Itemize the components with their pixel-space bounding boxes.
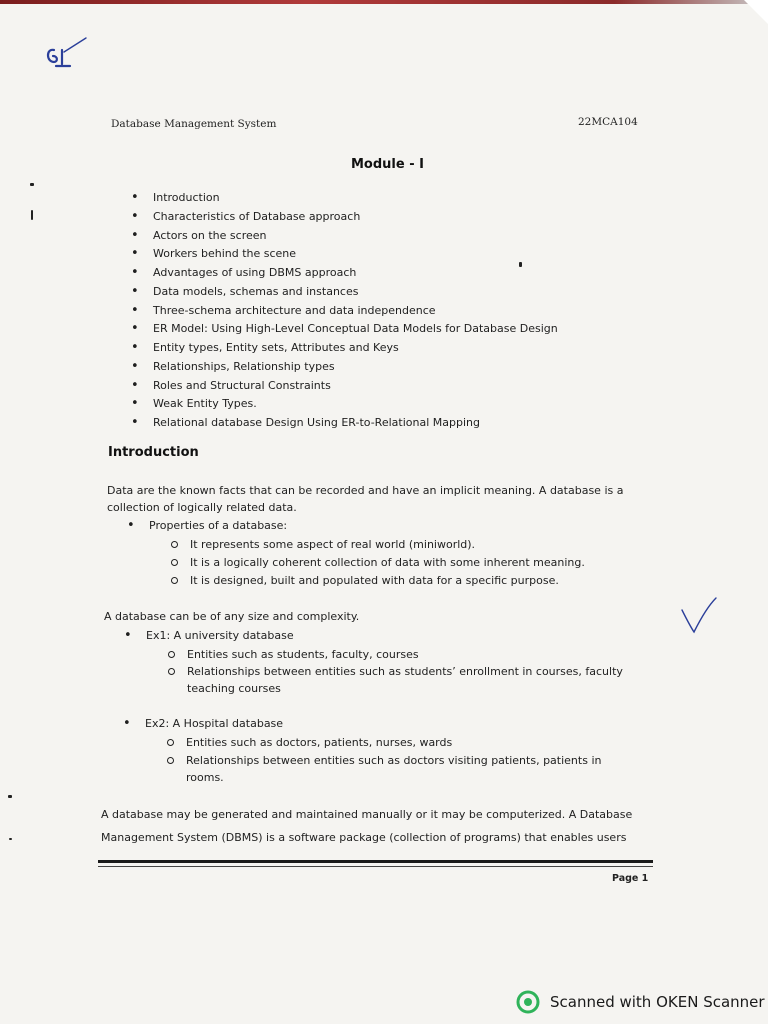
topic-list xyxy=(115,189,635,433)
intro-para-line: collection of logically related data. xyxy=(107,501,297,514)
bullet-icon: • xyxy=(123,716,131,731)
scan-speck xyxy=(31,210,33,220)
example-item xyxy=(187,663,623,680)
example-text: Entities such as doctors, patients, nurses, wards xyxy=(186,736,453,749)
circle-bullet-icon xyxy=(168,668,175,675)
topic-item: • Workers behind the scene xyxy=(115,245,635,264)
topic-item: • Relationships, Relationship types xyxy=(115,358,635,377)
topic-item: • Three-schema architecture and data independence xyxy=(115,302,635,321)
page-number: Page 1 xyxy=(612,873,649,884)
module-title: Module - I xyxy=(351,157,424,172)
circle-bullet-icon xyxy=(171,541,178,548)
example-text-continued: teaching courses xyxy=(187,682,281,695)
topic-item: • Roles and Structural Constraints xyxy=(115,377,635,396)
handwritten-mark-icon xyxy=(42,36,92,76)
example-item xyxy=(186,734,452,751)
page-corner xyxy=(744,0,768,24)
example-bullet xyxy=(123,715,284,732)
scan-speck xyxy=(9,838,12,840)
property-text: It represents some aspect of real world (miniworld). xyxy=(190,538,476,551)
property-item xyxy=(190,572,559,589)
property-item xyxy=(190,554,585,571)
topic-item: • Entity types, Entity sets, Attributes and Keys xyxy=(115,339,635,358)
section-heading-introduction: Introduction xyxy=(108,445,199,460)
bullet-icon: • xyxy=(127,518,135,533)
example-label: Ex2: A Hospital database xyxy=(145,717,284,730)
footer-rule xyxy=(98,860,653,863)
intro-para-line: Data are the known facts that can be recorded and have an implicit meaning. A database is a xyxy=(107,484,624,497)
topic-item: • Relational database Design Using ER-to-Relational Mapping xyxy=(115,414,635,433)
circle-bullet-icon xyxy=(167,739,174,746)
topic-item: • Actors on the screen xyxy=(115,227,635,246)
topic-item: • Data models, schemas and instances xyxy=(115,283,635,302)
property-item xyxy=(190,536,475,553)
bullet-icon: • xyxy=(124,628,132,643)
dbms-para-line: A database may be generated and maintained manually or it may be computerized. A Database xyxy=(101,808,633,821)
checkmark-icon xyxy=(678,596,718,636)
circle-bullet-icon xyxy=(167,757,174,764)
properties-label: Properties of a database: xyxy=(149,519,288,532)
example-item xyxy=(187,646,419,663)
example-text-continued: rooms. xyxy=(186,771,224,784)
topic-item: • Characteristics of Database approach xyxy=(115,208,635,227)
property-text: It is designed, built and populated with data for a specific purpose. xyxy=(190,574,559,587)
example-item xyxy=(186,752,601,769)
example-bullet xyxy=(124,627,294,644)
example-text: Relationships between entities such as students’ enrollment in courses, faculty xyxy=(187,665,623,678)
properties-bullet xyxy=(127,517,288,534)
property-text: It is a logically coherent collection of data with some inherent meaning. xyxy=(190,556,585,569)
topic-item: • Introduction xyxy=(115,189,635,208)
topic-item: • Advantages of using DBMS approach xyxy=(115,264,635,283)
circle-bullet-icon xyxy=(168,651,175,658)
scanner-text: Scanned with OKEN Scanner xyxy=(550,993,765,1011)
scanner-watermark xyxy=(516,990,765,1014)
scan-speck xyxy=(30,183,34,186)
topic-item: • Weak Entity Types. xyxy=(115,395,635,414)
scanner-logo-icon xyxy=(516,990,540,1014)
topic-item: • ER Model: Using High-Level Conceptual Data Models for Database Design xyxy=(115,320,635,339)
dbms-para-line: Management System (DBMS) is a software package (collection of programs) that enables users xyxy=(101,831,627,844)
size-para: A database can be of any size and complexity. xyxy=(104,610,360,623)
footer-rule-thin xyxy=(98,866,653,867)
example-label: Ex1: A university database xyxy=(146,629,294,642)
course-code: 22MCA104 xyxy=(578,116,638,128)
circle-bullet-icon xyxy=(171,559,178,566)
example-text: Relationships between entities such as doctors visiting patients, patients in xyxy=(186,754,602,767)
example-text: Entities such as students, faculty, courses xyxy=(187,648,419,661)
scan-top-edge xyxy=(0,0,768,4)
circle-bullet-icon xyxy=(171,577,178,584)
scan-speck xyxy=(8,795,12,798)
course-title: Database Management System xyxy=(111,118,277,130)
scan-speck xyxy=(519,262,522,267)
